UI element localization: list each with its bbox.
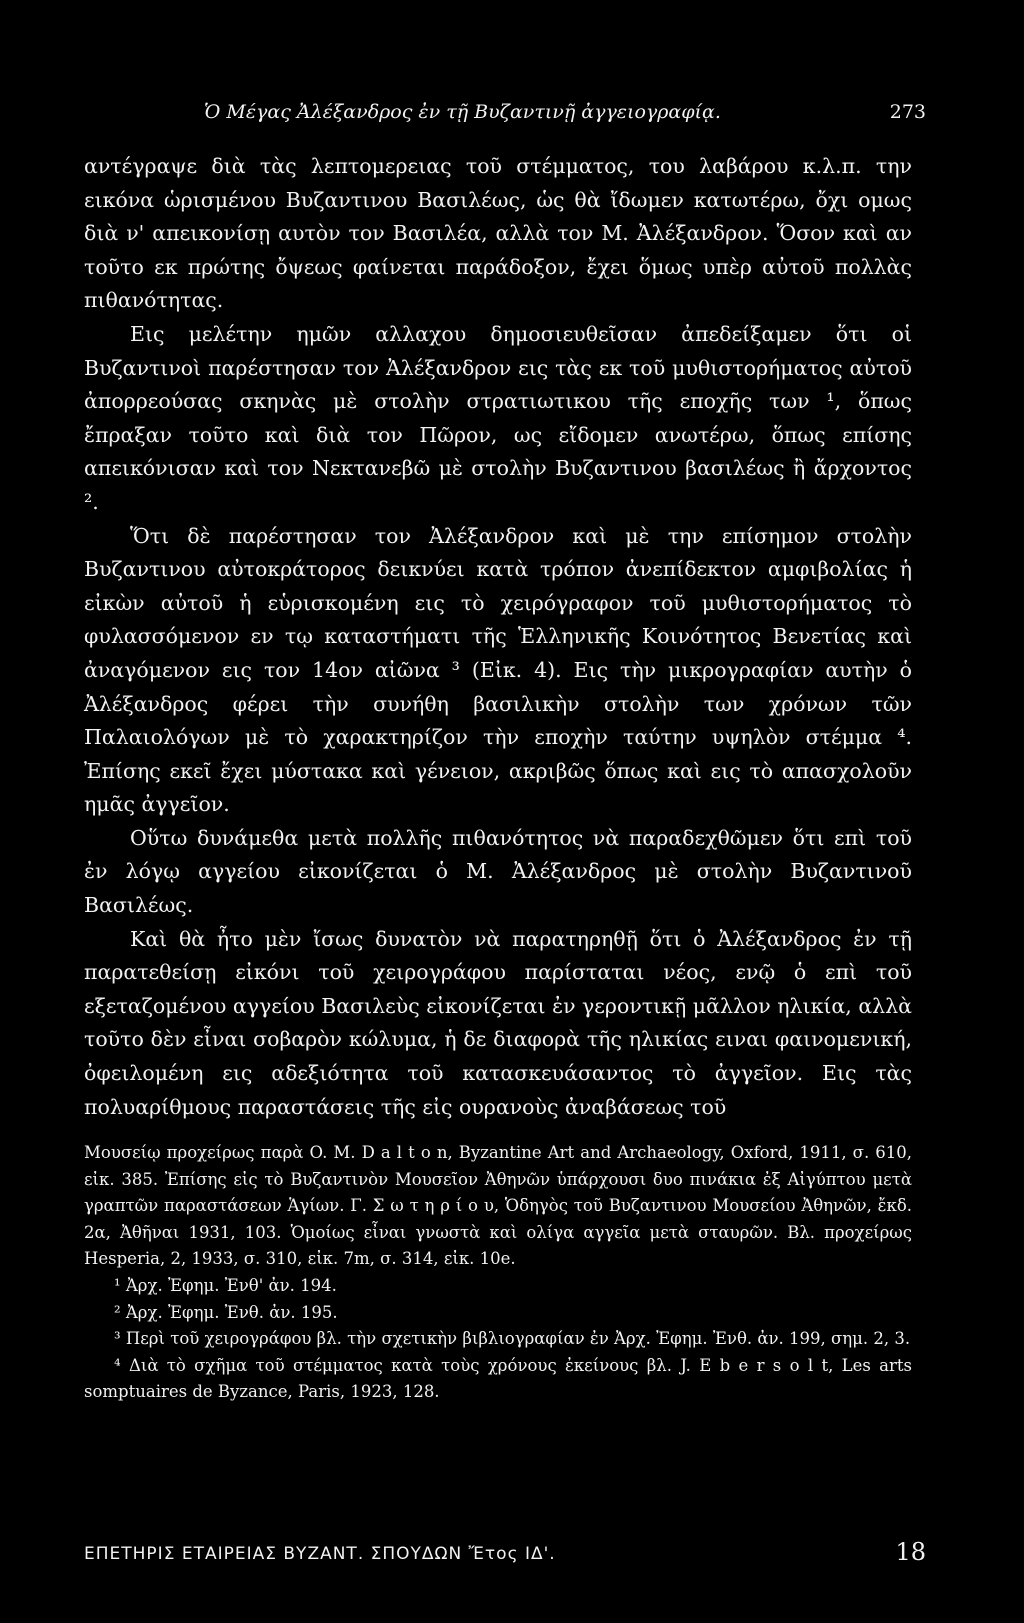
page-footer <box>84 1538 926 1572</box>
footnotes <box>84 1140 912 1406</box>
paragraph-4: Οὕτω δυνάμεθα μετὰ πολλῆς πιθανότητος νὰ παραδεχθῶμεν ὅτι επὶ τοῦ ἐν λόγῳ αγγείου εἰκονίζεται ὁ Μ. Ἀλέξανδρος μὲ στολὴν Βυζαντινοῦ Βασιλέως. <box>84 825 912 918</box>
running-head <box>84 101 926 131</box>
footnote-4: ⁴ Διὰ τὸ σχῆμα τοῦ στέμματος κατὰ τοὺς χρόνους ἐκείνους βλ. J. E b e r s o l t, Les arts somptuaires de Byzance, Paris, 1923, 128. <box>84 1355 912 1402</box>
paragraph-3: Ὅτι δὲ παρέστησαν τον Ἀλέξανδρον καὶ μὲ την επίσημον στολὴν Βυζαντινου αὐτοκράτορος δεικνύει κατὰ τρόπον ἀνεπίδεκτον αμφιβολίας ἡ εἰκὼν αὐτοῦ ἡ εὑρισκομένη εις τὸ χειρόγραφον τοῦ μυθιστορήματος τὸ φυλασσόμενον εν τῳ καταστήματι τῆς Ἑλληνικῆς Κοινότητος Βενετίας καὶ ἀναγόμενον εις τον 14ον αἰῶνα ³ (Εἰκ. 4). Εις τὴν μικρογραφίαν αυτὴν ὁ Ἀλέξανδρος φέρει τὴν συνήθη βασιλικὴν στολὴν των χρόνων τῶν Παλαιολόγων μὲ τὸ χαρακτηρίζον τὴν εποχὴν ταύτην υψηλὸν στέμμα ⁴. Ἐπίσης εκεῖ ἔχει μύστακα καὶ γένειον, ακριβῶς ὅπως καὶ εις τὸ απασχολοῦν ημᾶς ἀγγεῖον. <box>84 523 912 817</box>
footnote-3: ³ Περὶ τοῦ χειρογράφου βλ. τὴν σχετικὴν βιβλιογραφίαν ἐν Ἀρχ. Ἐφημ. Ἐνθ. ἀν. 199, σημ. 2, 3. <box>114 1329 911 1349</box>
paragraph-2: Εις μελέτην ημῶν αλλαχου δημοσιευθεῖσαν ἀπεδείξαμεν ὅτι οἱ Βυζαντινοὶ παρέστησαν τον Ἀλέξανδρον εις τὰς εκ τοῦ μυθιστορήματος αὐτοῦ ἀπορρεούσας σκηνὰς μὲ στολὴν στρατιωτικου τῆς εποχῆς των ¹, ὅπως ἔπραξαν τοῦτο καὶ διὰ τον Πῶρον, ως εἴδομεν ανωτέρω, ὅπως επίσης απεικόνισαν καὶ τον Νεκτανεβῶ μὲ στολὴν Βυζαντινου βασιλέως ἢ ἄρχοντος ². <box>84 321 912 514</box>
footnote-2: ² Ἀρχ. Ἐφημ. Ἐνθ. ἀν. 195. <box>114 1302 338 1322</box>
footnote-continuation: Μουσείῳ προχείρως παρὰ O. M. D a l t o n, Byzantine Art and Archaeology, Oxford, 1911, σ. 610, εἰκ. 385. Ἐπίσης εἰς τὸ Βυζαντινὸν Μουσεῖον Ἀθηνῶν ὑπάρχουσι δυο πινάκια ἐξ Αἰγύπτου μετὰ γραπτῶν παραστάσεων Ἁγίων. Γ. Σ ω τ η ρ ί ο υ, Ὁδηγὸς τοῦ Βυζαντινου Μουσείου Ἀθηνῶν, ἔκδ. 2α, Ἀθῆναι 1931, 103. Ὁμοίως εἶναι γνωστὰ καὶ ολίγα αγγεῖα μετὰ σταυρῶν. Βλ. προχείρως Hesperia, 2, 1933, σ. 310, εἰκ. 7m, σ. 314, εἰκ. 10e. <box>84 1143 912 1269</box>
body-text <box>84 150 912 1124</box>
journal-title: ΕΠΕΤΗΡΙΣ ΕΤΑΙΡΕΙΑΣ ΒΥΖΑΝΤ. ΣΠΟΥΔΩΝ Ἔτος ΙΔ'. <box>84 1544 556 1564</box>
footnote-1: ¹ Ἀρχ. Ἐφημ. Ἐνθ' ἀν. 194. <box>114 1275 337 1295</box>
paragraph-1: αντέγραψε διὰ τὰς λεπτομερειας τοῦ στέμματος, του λαβάρου κ.λ.π. την εικόνα ὡρισμένου Βυζαντινου Βασιλέως, ὡς θὰ ἴδωμεν κατωτέρω, ὄχι ομως διὰ ν' απεικονίσῃ αυτὸν τον Βασιλέα, αλλὰ τον Μ. Ἀλέξανδρον. Ὅσον καὶ αν τοῦτο εκ πρώτης ὄψεως φαίνεται παράδοξον, ἔχει ὅμως υπὲρ αὐτοῦ πολλὰς πιθανότητας. <box>84 154 912 313</box>
paragraph-5: Καὶ θὰ ἦτο μὲν ἴσως δυνατὸν νὰ παρατηρηθῇ ὅτι ὁ Ἀλέξανδρος ἐν τῇ παρατεθείσῃ εἰκόνι τοῦ χειρογράφου παρίσταται νέος, ενῷ ὁ επὶ τοῦ εξεταζομένου αγγείου Βασιλεὺς εἰκονίζεται ἐν γεροντικῇ μᾶλλον ηλικία, αλλὰ τοῦτο δὲν εἶναι σοβαρὸν κώλυμα, ἡ δε διαφορὰ τῆς ηλικίας ειναι φαινομενική, ὀφειλομένη εις αδεξιότητα τοῦ κατασκευάσαντος τὸ ἀγγεῖον. Εις τὰς πολυαρίθμους παραστάσεις τῆς εἰς ουρανοὺς ἀναβάσεως τοῦ <box>84 926 912 1119</box>
signature-mark: 18 <box>895 1538 926 1566</box>
page-number: 273 <box>889 101 926 123</box>
running-title: Ὁ Μέγας Ἀλέξανδρος ἐν τῇ Βυζαντινῇ ἀγγειογραφίᾳ. <box>204 101 721 123</box>
